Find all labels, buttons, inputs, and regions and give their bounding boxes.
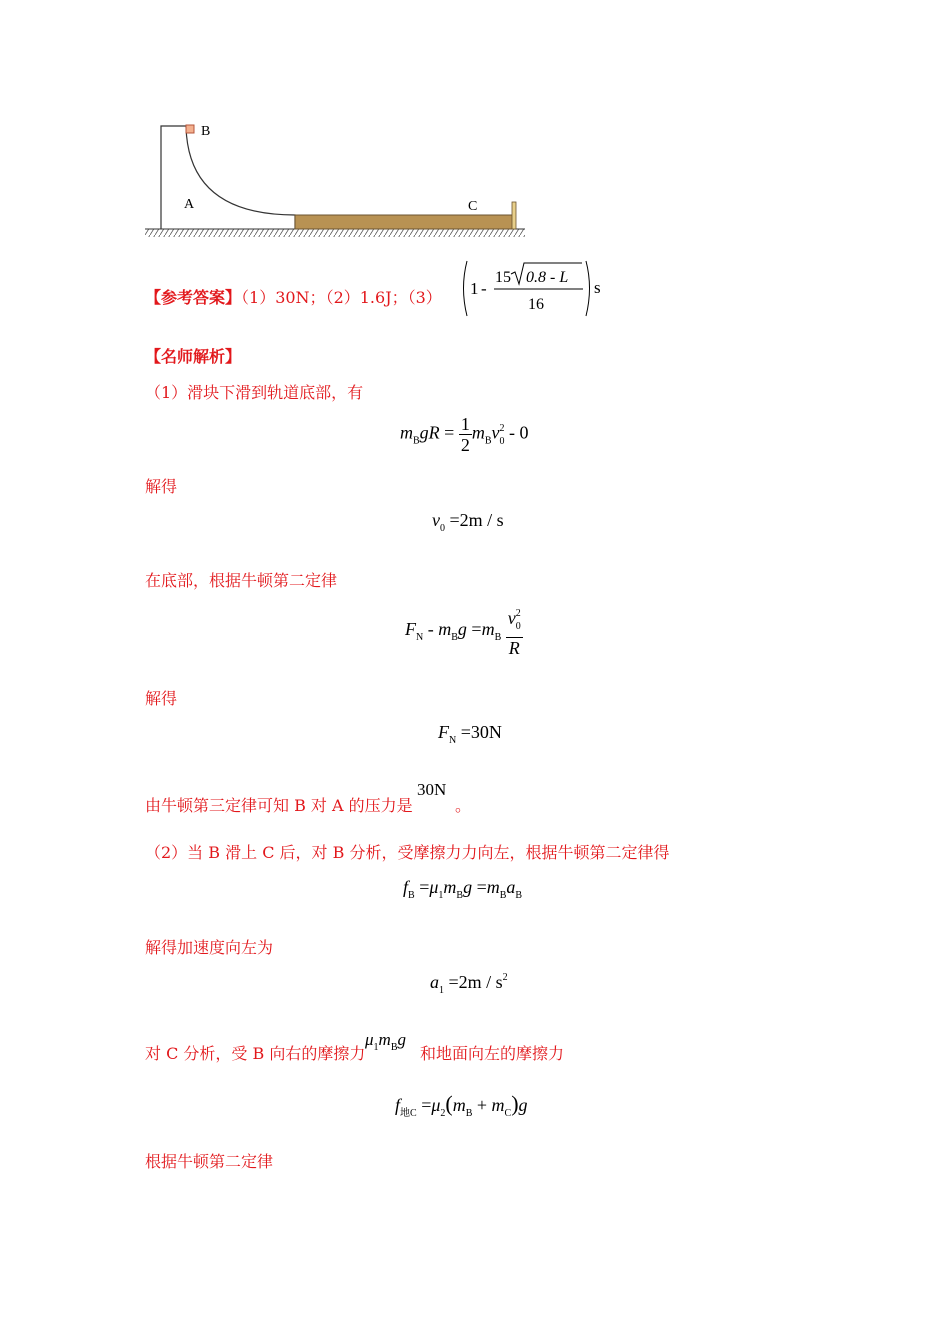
analysis-p1: （1）滑块下滑到轨道底部，有 — [145, 383, 364, 402]
equation-2: $v_0 =2m / s$ — [432, 510, 504, 534]
analysis-p7: 根据牛顿第二定律 — [145, 1152, 274, 1171]
equation-6: $a_1 =2m / s^2$ — [430, 972, 508, 996]
analysis-p3-value: 30N — [417, 780, 447, 799]
equation-3: $F_N - m_Bg =m_B$ $\frac{v_0^2}{R}$ — [405, 604, 523, 658]
answer-line — [145, 288, 442, 308]
answer-heading: 【参考答案】 — [145, 288, 242, 307]
answer-part2: （2）1.6J； — [325, 288, 408, 307]
answer-part1: （1）30N； — [241, 288, 326, 307]
svg-text:1: 1 — [470, 279, 479, 298]
equation-8: $f_{地C} =\mu_2(m_B + m_C)g$ — [395, 1091, 528, 1119]
label-a: A — [184, 197, 195, 212]
label-b: B — [201, 124, 211, 139]
analysis-p3-end: 。 — [455, 796, 472, 815]
solve-1: 解得 — [145, 477, 178, 496]
track-a — [161, 126, 295, 229]
svg-text:-: - — [481, 279, 487, 298]
svg-text:0.8 - L: 0.8 - L — [526, 269, 569, 286]
analysis-heading: 【名师解析】 — [145, 347, 242, 366]
svg-text:16: 16 — [528, 296, 544, 313]
svg-text:15: 15 — [495, 269, 511, 286]
equation-1: $m_BgR$ = $\frac{1}{2}$ $m_Bv_0^2 - 0$ — [400, 414, 529, 455]
equation-7: $\mu_1m_Bg$ — [365, 1030, 406, 1053]
board-c-stop — [512, 202, 516, 229]
analysis-p6-tail: 和地面向左的摩擦力 — [420, 1044, 565, 1063]
analysis-p2: 在底部，根据牛顿第二定律 — [145, 571, 338, 590]
analysis-p5: 解得加速度向左为 — [145, 938, 274, 957]
answer-part3: （3） — [407, 288, 442, 307]
block-b — [186, 125, 194, 133]
analysis-p6: 对 C 分析，受 B 向右的摩擦力 — [145, 1044, 366, 1063]
label-c: C — [468, 199, 478, 214]
physics-figure — [140, 115, 540, 240]
analysis-p3: 由牛顿第三定律可知 B 对 A 的压力是 — [145, 796, 413, 815]
svg-text:s: s — [594, 278, 601, 297]
board-c — [295, 215, 513, 229]
equation-4: $F_N =30N$ — [438, 722, 502, 746]
equation-5: $f_B =\mu_1m_Bg =m_Ba_B$ — [403, 877, 523, 901]
solve-2: 解得 — [145, 689, 178, 708]
ground-hatch — [145, 229, 525, 237]
answer-formula — [458, 258, 608, 320]
analysis-p4: （2）当 B 滑上 C 后，对 B 分析，受摩擦力力向左，根据牛顿第二定律得 — [145, 843, 670, 862]
